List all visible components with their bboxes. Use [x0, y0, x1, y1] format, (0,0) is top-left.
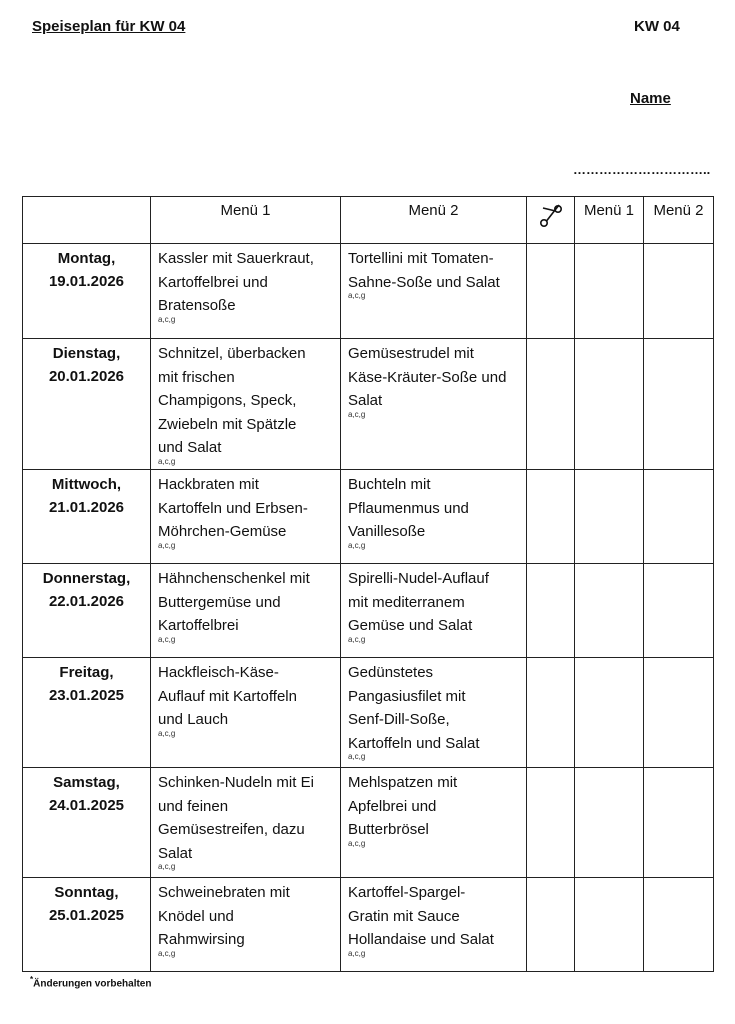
menu1-line: Zwiebeln mit Spätzle — [158, 415, 297, 433]
allergen-codes: a,c,g — [158, 948, 176, 958]
menu2-cell — [341, 470, 527, 564]
day-date: 24.01.2025 — [48, 797, 125, 814]
menu1-line: Schinken-Nudeln mit Ei — [158, 774, 314, 791]
allergen-codes: a,c,g — [348, 838, 366, 848]
menu1-cell — [151, 244, 341, 339]
table-row — [23, 768, 714, 878]
order-menu1-cell[interactable] — [575, 244, 644, 339]
menu1-line: Champigons, Speck, — [158, 392, 297, 409]
scissors-cell — [527, 768, 575, 878]
menu1-line: Hackbraten mit — [158, 476, 259, 493]
order-menu2-cell[interactable] — [644, 470, 714, 564]
menu1-line: Gemüsestreifen, dazu — [158, 821, 305, 838]
menu2-line: Buchteln mit — [348, 476, 431, 493]
menu1-cell — [151, 878, 341, 972]
menu2-line: Mehlspatzen mit — [348, 774, 458, 791]
day-date: 19.01.2026 — [48, 273, 125, 290]
allergen-codes: a,c,g — [348, 291, 366, 300]
scissors-cell — [527, 244, 575, 339]
menu1-line: Auflauf mit Kartoffeln — [158, 687, 297, 705]
order-menu1-cell[interactable] — [575, 564, 644, 658]
menu1-line: und Salat — [158, 439, 222, 456]
day-name: Donnerstag, — [42, 570, 131, 587]
menu1-line: Möhrchen-Gemüse — [158, 523, 287, 540]
day-cell — [23, 658, 151, 768]
menu2-line: Tortellini mit Tomaten- — [348, 250, 494, 267]
menu2-line: Gedünstetes — [348, 664, 434, 681]
week-label: KW 04 — [634, 18, 680, 35]
day-date: 23.01.2025 — [48, 687, 125, 704]
menu1-line: Kartoffelbrei und — [158, 273, 268, 291]
table-row — [23, 244, 714, 339]
scissors-cell — [527, 470, 575, 564]
menu1-line: Kartoffelbrei — [158, 617, 239, 634]
menu1-line: mit frischen — [158, 368, 235, 386]
order-menu2-cell[interactable] — [644, 768, 714, 878]
menu1-line: Bratensoße — [158, 297, 236, 314]
allergen-codes: a,c,g — [348, 409, 366, 419]
menu2-line: Gemüse und Salat — [348, 617, 473, 634]
menu1-cell — [151, 564, 341, 658]
header-day — [23, 197, 151, 244]
order-menu1-cell[interactable] — [575, 878, 644, 972]
day-cell — [23, 564, 151, 658]
order-menu1-cell[interactable] — [575, 658, 644, 768]
day-name: Mittwoch, — [51, 476, 122, 493]
menu1-line: Kartoffeln und Erbsen- — [158, 499, 308, 517]
scissors-cell — [527, 658, 575, 768]
menu1-line: Schweinebraten mit — [158, 884, 290, 901]
name-line: ………………………….. — [573, 162, 711, 177]
menu2-line: Senf-Dill-Soße, — [348, 711, 450, 728]
day-name: Freitag, — [59, 664, 114, 681]
menu2-line: Salat — [348, 392, 383, 409]
table-header-row — [23, 197, 714, 244]
order-menu1-cell[interactable] — [575, 768, 644, 878]
allergen-codes: a,c,g — [158, 862, 176, 871]
menu2-line: Spirelli-Nudel-Auflauf — [348, 570, 489, 587]
menu1-line: Rahmwirsing — [158, 931, 245, 948]
menu2-line: Vanillesoße — [348, 523, 426, 540]
menu2-line: Gemüsestrudel mit — [348, 345, 474, 362]
menu1-line: und Lauch — [158, 711, 229, 728]
day-name: Dienstag, — [52, 345, 121, 362]
menu1-line: Knödel und — [158, 907, 234, 925]
allergen-codes: a,c,g — [348, 948, 366, 958]
menu2-line: Käse-Kräuter-Soße und — [348, 368, 507, 386]
header-menu2: Menü 2 — [341, 197, 527, 244]
menu2-line: Sahne-Soße und Salat — [348, 273, 500, 291]
order-menu1-cell[interactable] — [575, 470, 644, 564]
scissors-cell — [527, 339, 575, 470]
header-order-menu1: Menü 1 — [575, 197, 644, 244]
day-cell — [23, 470, 151, 564]
allergen-codes: a,c,g — [158, 540, 176, 550]
day-cell — [23, 339, 151, 470]
allergen-codes: a,c,g — [348, 540, 366, 550]
allergen-codes: a,c,g — [158, 456, 176, 466]
menu2-cell — [341, 564, 527, 658]
day-date: 20.01.2026 — [48, 368, 125, 385]
table-row — [23, 564, 714, 658]
day-cell — [23, 768, 151, 878]
menu2-line: Apfelbrei und — [348, 797, 437, 815]
order-menu2-cell[interactable] — [644, 878, 714, 972]
menu1-line: Schnitzel, überbacken — [158, 345, 306, 362]
menu1-line: Hackfleisch-Käse- — [158, 664, 279, 681]
header-order-menu2: Menü 2 — [644, 197, 714, 244]
menu2-line: Pangasiusfilet mit — [348, 687, 466, 705]
menu2-line: Butterbrösel — [348, 821, 429, 838]
menu1-line: Hähnchenschenkel mit — [158, 570, 310, 587]
table-row — [23, 658, 714, 768]
menu2-line: mit mediterranem — [348, 593, 465, 611]
menu1-line: Kassler mit Sauerkraut, — [158, 250, 314, 267]
menu1-line: Salat — [158, 844, 193, 862]
menu2-line: Kartoffel-Spargel- — [348, 884, 466, 901]
menu2-cell — [341, 244, 527, 339]
header-scissors — [527, 197, 575, 244]
allergen-codes: a,c,g — [348, 634, 366, 644]
scissors-icon — [537, 201, 565, 237]
menu1-cell — [151, 658, 341, 768]
page-title: Speiseplan für KW 04 — [32, 18, 186, 35]
day-date: 21.01.2026 — [48, 499, 125, 516]
menu2-line: Pflaumenmus und — [348, 499, 469, 517]
menu2-cell — [341, 878, 527, 972]
day-date: 25.01.2025 — [48, 907, 125, 924]
menu2-cell — [341, 658, 527, 768]
day-name: Montag, — [57, 250, 116, 267]
menu2-line: Kartoffeln und Salat — [348, 734, 480, 752]
order-menu2-cell[interactable] — [644, 564, 714, 658]
menu2-cell — [341, 339, 527, 470]
allergen-codes: a,c,g — [158, 634, 176, 644]
menu-table — [22, 196, 714, 972]
header-menu1: Menü 1 — [151, 197, 341, 244]
day-cell — [23, 244, 151, 339]
allergen-codes: a,c,g — [158, 314, 176, 324]
order-menu1-cell[interactable] — [575, 339, 644, 470]
order-menu2-cell[interactable] — [644, 339, 714, 470]
table-row — [23, 339, 714, 470]
table-row — [23, 470, 714, 564]
menu1-cell — [151, 339, 341, 470]
menu1-cell — [151, 470, 341, 564]
day-name: Sonntag, — [54, 884, 119, 901]
menu2-cell — [341, 768, 527, 878]
allergen-codes: a,c,g — [348, 752, 366, 761]
table-row — [23, 878, 714, 972]
order-menu2-cell[interactable] — [644, 658, 714, 768]
menu1-line: Buttergemüse und — [158, 593, 281, 611]
scissors-cell — [527, 564, 575, 658]
menu2-line: Hollandaise und Salat — [348, 931, 494, 948]
menu1-cell — [151, 768, 341, 878]
day-cell — [23, 878, 151, 972]
allergen-codes: a,c,g — [158, 728, 176, 738]
scissors-cell — [527, 878, 575, 972]
name-label: Name — [630, 90, 671, 107]
menu1-line: und feinen — [158, 797, 229, 815]
footnote: *Änderungen vorbehalten — [30, 975, 152, 990]
menu2-line: Gratin mit Sauce — [348, 907, 460, 925]
order-menu2-cell[interactable] — [644, 244, 714, 339]
day-name: Samstag, — [53, 774, 120, 791]
day-date: 22.01.2026 — [48, 593, 125, 610]
